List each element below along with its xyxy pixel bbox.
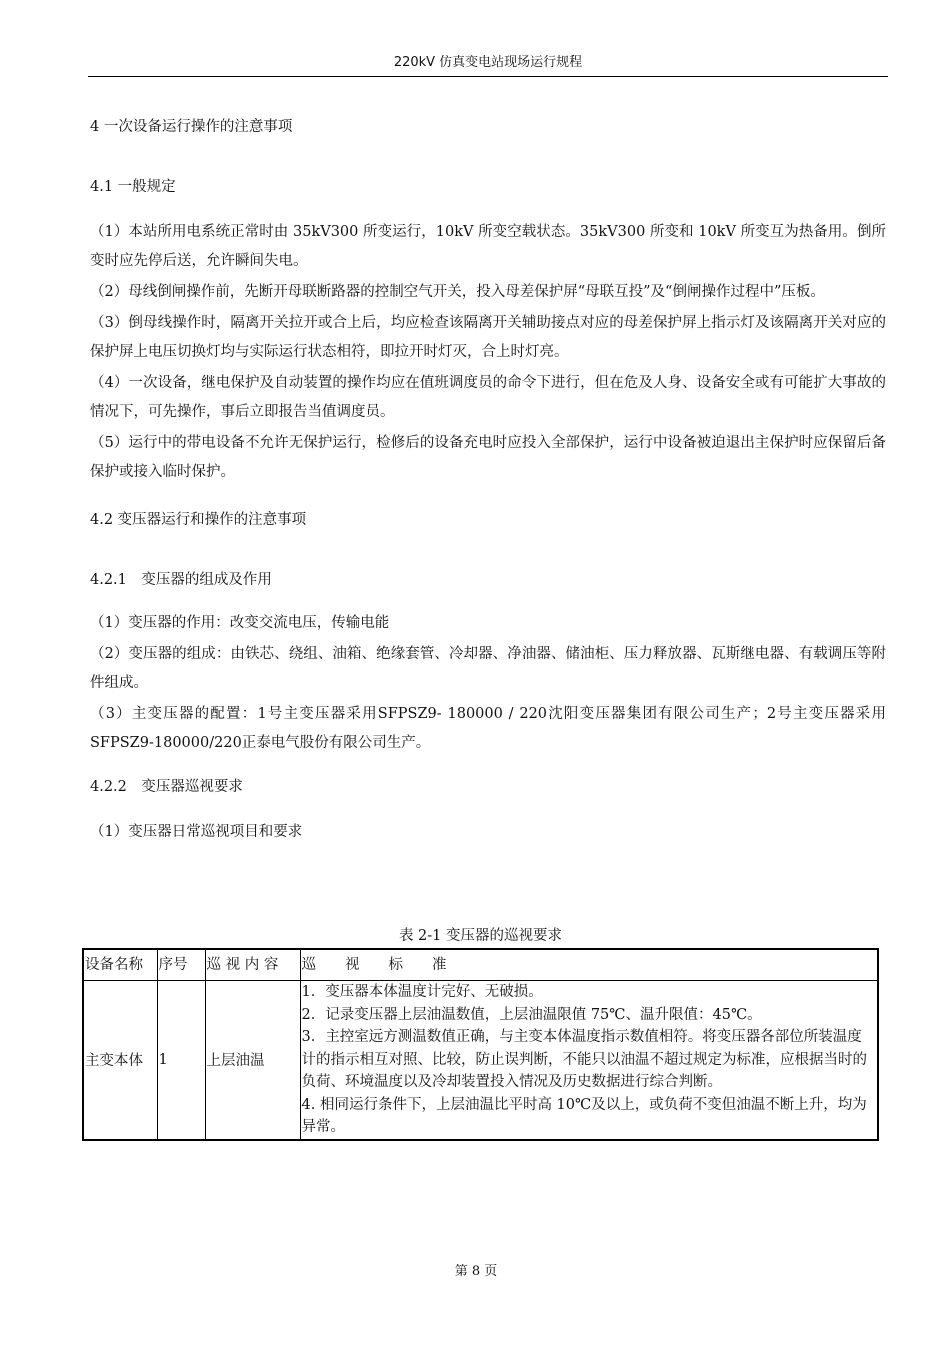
- standard-line-3: 3．主控室远方测温数值正确，与主变本体温度指示数值相符。将变压器各部位所装温度计的指示相互对照、比较，防止误判断，不能只以油温不超过规定为标准，应根据当时的负荷、环境温度以及冷却装置投入情况及历史数据进行综合判断。: [301, 1029, 867, 1090]
- transformer-item-2: （2）变压器的组成：由铁芯、绕组、油箱、绝缘套管、冷却器、净油器、储油柜、压力释放器、瓦斯继电器、有载调压等附件组成。: [90, 646, 886, 691]
- section-4-1-title: 4.1 一般规定: [90, 179, 176, 195]
- cell-device: 主变本体: [83, 981, 157, 1140]
- page-number: 第 8 页: [454, 1264, 498, 1279]
- cell-content: 上层油温: [205, 981, 300, 1140]
- standard-line-2: 2．记录变压器上层油温数值，上层油温限值 75℃、温升限值：45℃。: [301, 1006, 762, 1023]
- section-4-2-title: 4.2 变压器运行和操作的注意事项: [90, 512, 307, 528]
- transformer-item-1: （1）变压器的作用：改变交流电压，传输电能: [90, 615, 390, 631]
- cell-seq: 1: [157, 981, 205, 1140]
- section-4-2-1-title: 4.2.1 变压器的组成及作用: [90, 572, 272, 588]
- section-4-title: 4 一次设备运行操作的注意事项: [90, 119, 293, 135]
- rule-item-2: （2）母线倒闸操作前，先断开母联断路器的控制空气开关，投入母差保护屏“母联互投”及“倒闸操作过程中”压板。: [90, 284, 825, 300]
- rule-item-4: （4）一次设备，继电保护及自动装置的操作均应在值班调度员的命令下进行，但在危及人身、设备安全或有可能扩大事故的情况下，可先操作，事后立即报告当值调度员。: [90, 375, 886, 420]
- section-4-2-2-title: 4.2.2 变压器巡视要求: [90, 779, 243, 795]
- header-divider: [88, 76, 888, 77]
- document-body: [90, 112, 886, 849]
- cell-standards: [300, 981, 878, 1140]
- standard-line-1: 1．变压器本体温度计完好、无破损。: [301, 984, 543, 1000]
- transformer-item-3: （3）主变压器的配置：1号主变压器采用SFPSZ9- 180000 / 220沈阳变压器集团有限公司生产；2号主变压器采用SFPSZ9-180000/220正泰电气股份有限公司生产。: [90, 706, 886, 751]
- page-header: 220kV 仿真变电站现场运行规程: [393, 55, 583, 70]
- inspection-table: [82, 948, 879, 1141]
- header-content: 巡 视 内 容: [205, 949, 300, 981]
- standard-line-4: 4. 相同运行条件下，上层油温比平时高 10℃及以上，或负荷不变但油温不断上升，均为异常。: [301, 1096, 867, 1135]
- table-header-row: [83, 949, 878, 981]
- rule-item-1: （1）本站所用电系统正常时由 35kV300 所变运行，10kV 所变空载状态。35kV300 所变和 10kV 所变互为热备用。倒所变时应先停后送，允许瞬间失电。: [90, 224, 886, 269]
- header-standard: 巡 视 标 准: [300, 949, 878, 981]
- header-seq: 序号: [157, 949, 205, 981]
- table-caption: 表 2-1 变压器的巡视要求: [398, 928, 563, 944]
- header-device-name: 设备名称: [83, 949, 157, 981]
- rule-item-3: （3）倒母线操作时，隔离开关拉开或合上后，均应检查该隔离开关辅助接点对应的母差保护屏上指示灯及该隔离开关对应的保护屏上电压切换灯均与实际运行状态相符，即拉开时灯灭，合上时灯亮。: [90, 315, 886, 360]
- table-row: [83, 981, 878, 1140]
- table-caption-wrap: [82, 924, 879, 950]
- rule-item-5: （5）运行中的带电设备不允许无保护运行，检修后的设备充电时应投入全部保护，运行中设备被迫退出主保护时应保留后备保护或接入临时保护。: [90, 435, 886, 480]
- inspection-item-1: （1）变压器日常巡视项目和要求: [90, 824, 303, 840]
